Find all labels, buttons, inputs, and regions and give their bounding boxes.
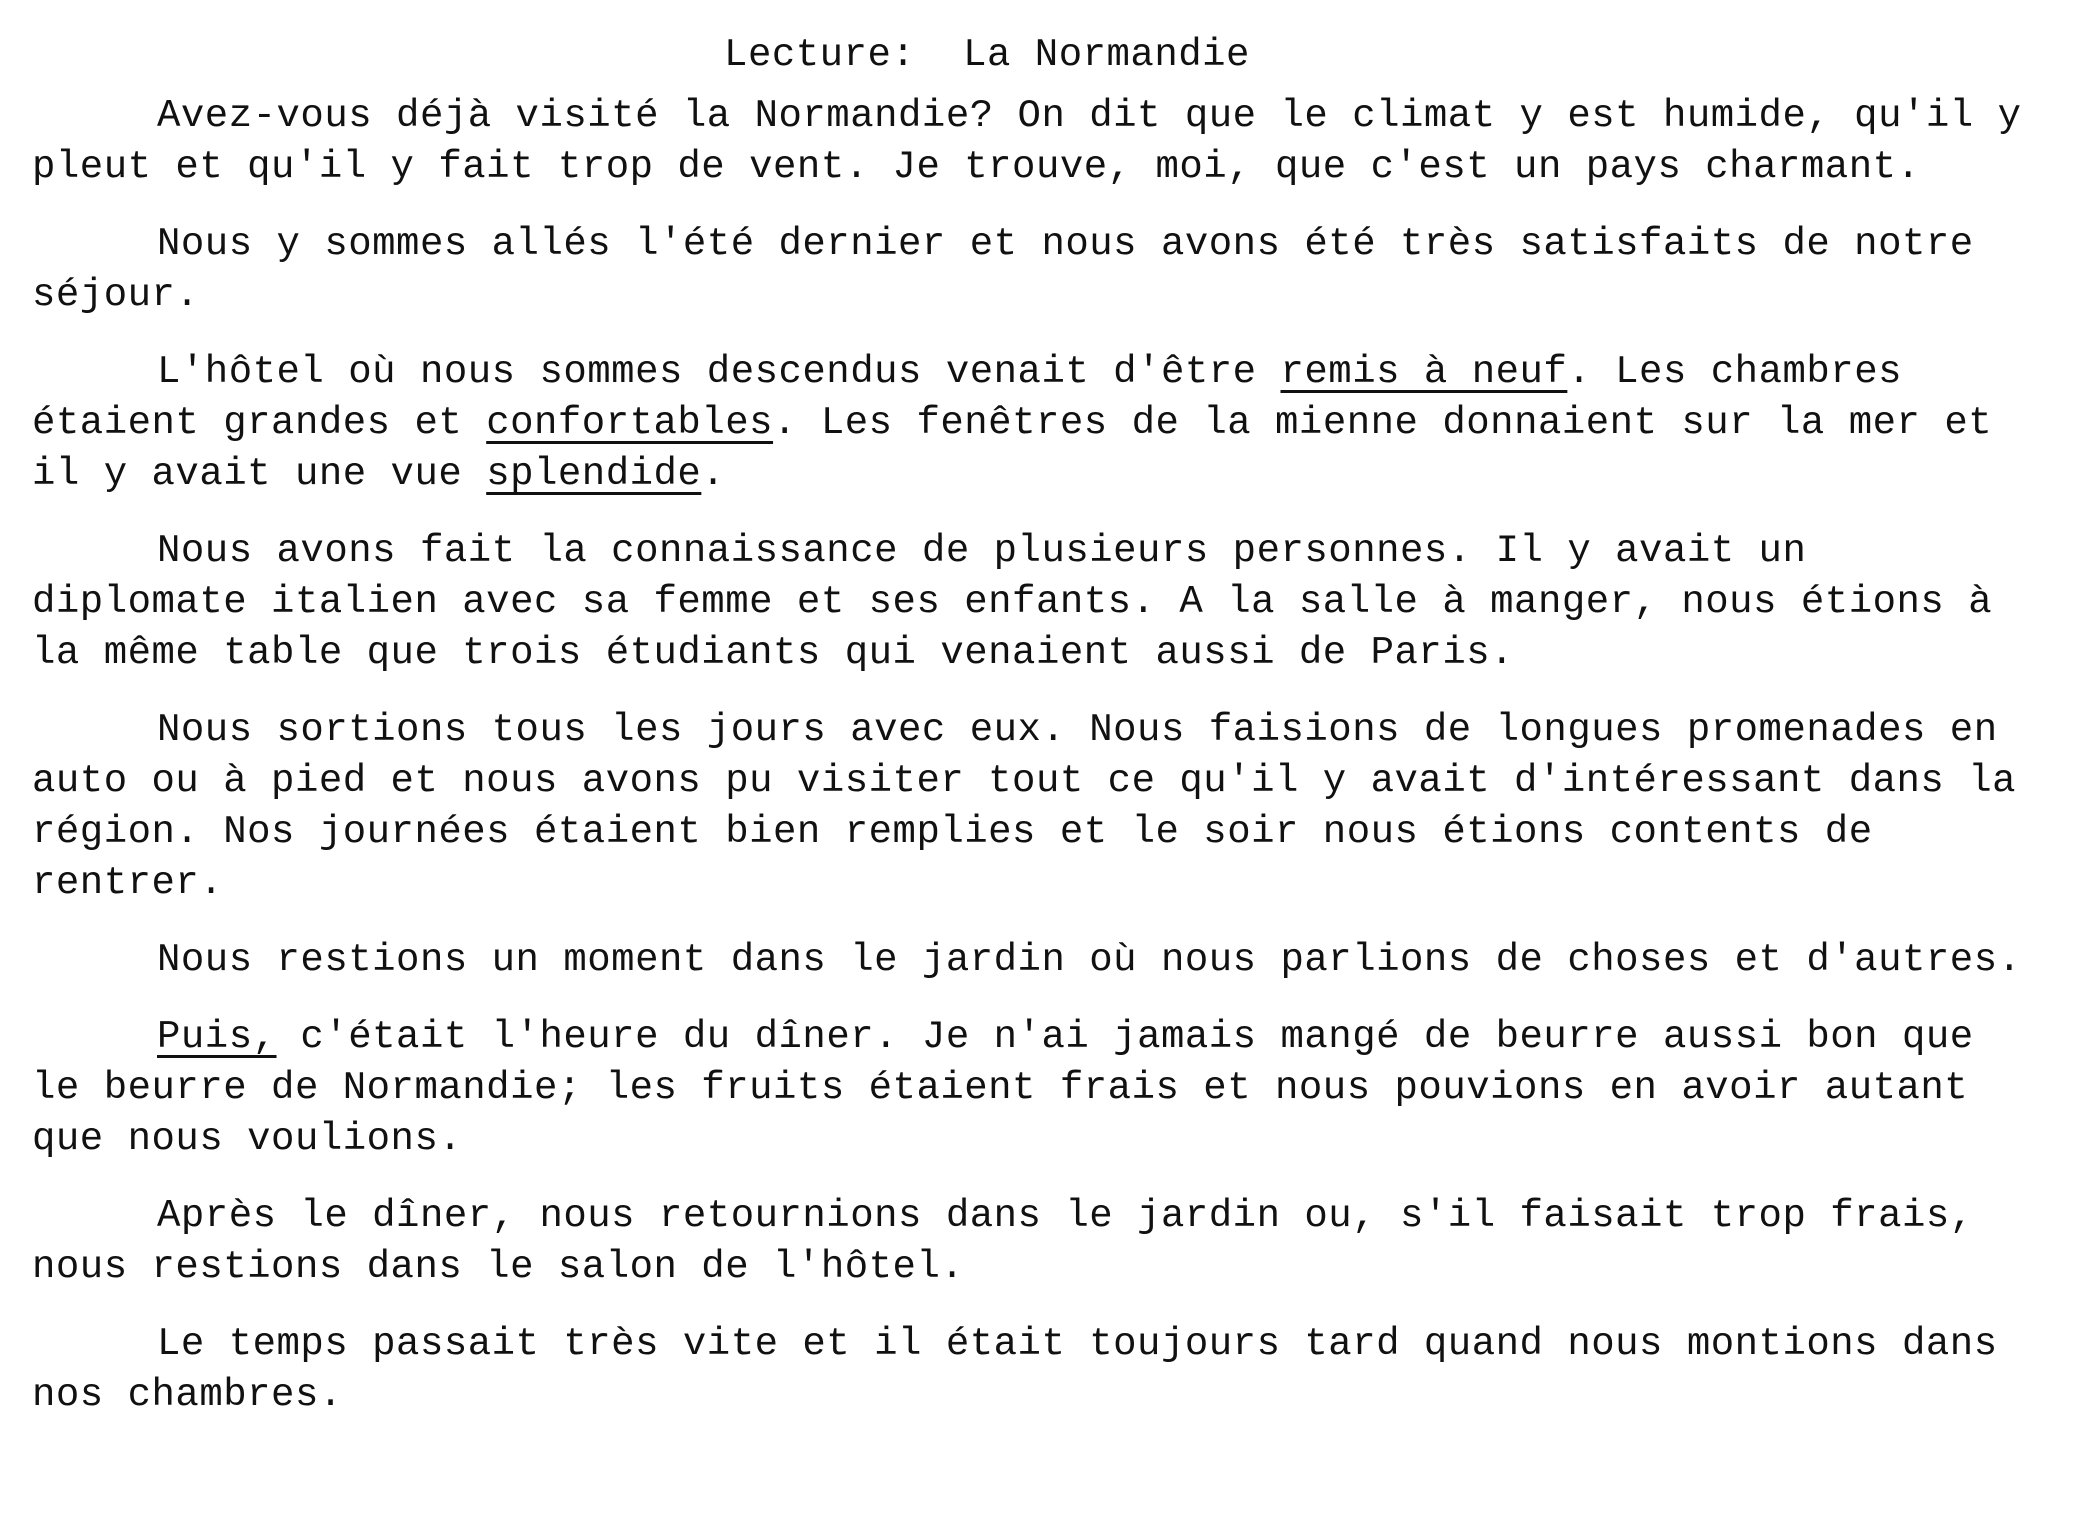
text-segment: . xyxy=(701,452,726,496)
underlined-phrase: remis à neuf xyxy=(1280,350,1568,394)
text-segment: Le temps passait très vite et il était toujours tard quand nous montions dans nos chambres. xyxy=(32,1322,1998,1417)
text-segment: Nous restions un moment dans le jardin où nous parlions de choses et d'autres. xyxy=(157,938,2022,982)
paragraph-2 xyxy=(32,219,2042,321)
text-segment: Avez-vous déjà visité la Normandie? On dit que le climat y est humide, qu'il y pleut et qu'il y fait trop de vent. Je trouve, moi, que c'est un pays charmant. xyxy=(32,94,2022,189)
paragraph-4 xyxy=(32,526,2042,679)
paragraph-7 xyxy=(32,1012,2042,1165)
text-segment: Nous y sommes allés l'été dernier et nous avons été très satisfaits de notre séjour. xyxy=(32,222,1974,317)
underlined-phrase: Puis, xyxy=(157,1015,277,1059)
text-segment: Nous sortions tous les jours avec eux. Nous faisions de longues promenades en auto ou à pied et nous avons pu visiter tout ce qu'il y avait d'intéressant dans la région. Nos journées étaient bien remplies et le soir nous étions contents de rentrer. xyxy=(32,708,2017,905)
paragraph-5 xyxy=(32,705,2042,909)
text-segment: . Les chambres étaient grandes et xyxy=(32,350,1902,445)
underlined-phrase: confortables xyxy=(486,401,774,445)
document-page xyxy=(32,30,2042,1447)
text-segment: Après le dîner, nous retournions dans le jardin ou, s'il faisait trop frais, nous restions dans le salon de l'hôtel. xyxy=(32,1194,1974,1289)
underlined-phrase: splendide xyxy=(486,452,702,496)
paragraph-8 xyxy=(32,1191,2042,1293)
text-segment: L'hôtel où nous sommes descendus venait d'être xyxy=(157,350,1281,394)
paragraph-9 xyxy=(32,1319,2042,1421)
paragraph-6 xyxy=(32,935,2042,986)
text-segment: . Les fenêtres de la mienne donnaient sur la mer et il y avait une vue xyxy=(32,401,1993,496)
paragraph-3 xyxy=(32,347,2042,500)
text-segment: Nous avons fait la connaissance de plusieurs personnes. Il y avait un diplomate italien avec sa femme et ses enfants. A la salle à manger, nous étions à la même table que trois étudiants qui venaient aussi de Paris. xyxy=(32,529,1993,675)
text-segment: c'était l'heure du dîner. Je n'ai jamais mangé de beurre aussi bon que le beurre de Normandie; les fruits étaient frais et nous pouvions en avoir autant que nous voulions. xyxy=(32,1015,1974,1161)
paragraph-1 xyxy=(32,91,2042,193)
page-title: Lecture: La Normandie xyxy=(724,33,1250,77)
